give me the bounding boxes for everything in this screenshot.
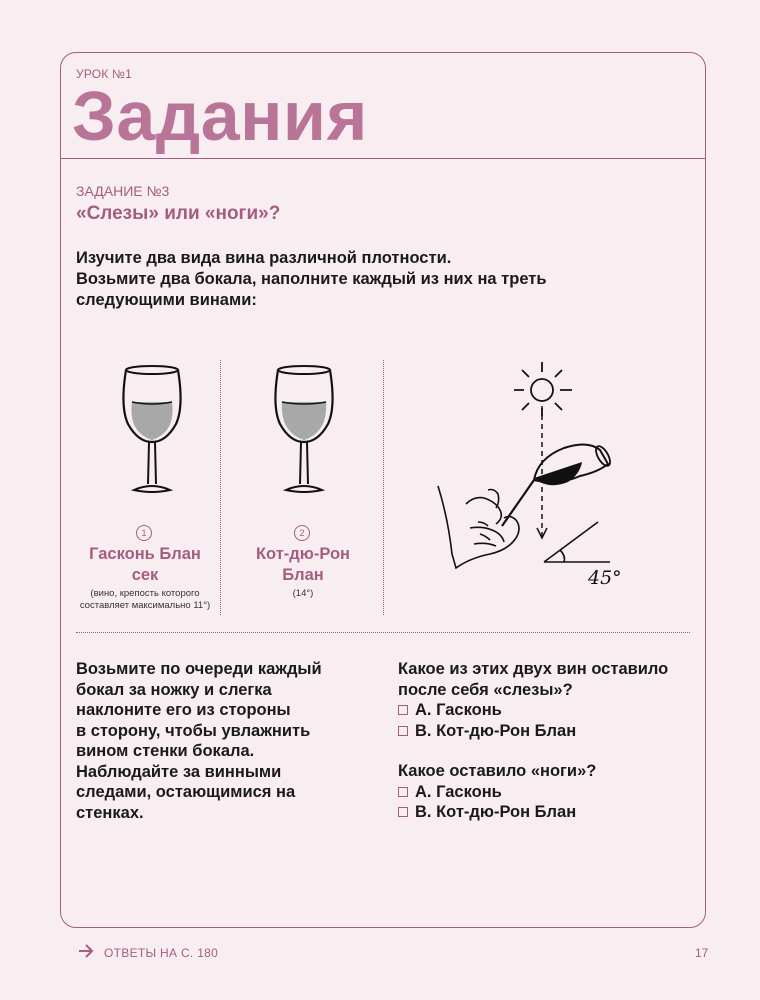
- wine-note-line: (вино, крепость которого: [90, 588, 200, 599]
- column-divider: [220, 360, 221, 615]
- intro-line: Возьмите два бокала, наполните каждый из них на треть: [76, 270, 547, 288]
- answer-checkbox[interactable]: [398, 726, 408, 736]
- wine-number-badge: 2: [294, 525, 310, 541]
- answer-checkbox[interactable]: [398, 705, 408, 715]
- answer-checkbox[interactable]: [398, 787, 408, 797]
- wine-glass-1-icon: [112, 362, 192, 498]
- page-number: 17: [695, 946, 709, 960]
- instruction-line: бокал за ножку и слегка: [76, 680, 272, 699]
- angle-marker-icon: [544, 522, 610, 562]
- wine-name: [228, 544, 378, 586]
- hand-icon: [438, 486, 519, 568]
- task-label: ЗАДАНИЕ №3: [76, 183, 170, 199]
- questions-block: [398, 659, 698, 823]
- intro-text: [76, 248, 636, 311]
- instruction-line: следами, остающимися на: [76, 783, 296, 801]
- instruction-line: наклоните его из стороны: [76, 701, 291, 719]
- question-line: Какое оставило «ноги»?: [398, 762, 597, 780]
- wine-note: [228, 588, 378, 600]
- question-line: Какое из этих двух вин оставило: [398, 660, 669, 678]
- tilted-glass-icon: [502, 444, 613, 526]
- intro-line: Изучите два вида вина различной плотности.: [76, 249, 452, 267]
- answer-checkbox[interactable]: [398, 807, 408, 817]
- instruction-line: вином стенки бокала.: [76, 742, 255, 760]
- wine-name-line: Кот-дю-Рон: [255, 545, 350, 563]
- wine-number-badge: 1: [136, 525, 152, 541]
- wine-name: [72, 544, 218, 586]
- page-title: Задания: [72, 77, 368, 155]
- wine-name-line: сек: [131, 566, 159, 584]
- answer-option[interactable]: [398, 782, 698, 803]
- answer-option[interactable]: [398, 700, 698, 721]
- lesson-label: УРОК №1: [76, 67, 132, 81]
- instruction-line: Возьмите по очереди каждый: [76, 660, 322, 678]
- wine-name-line: Блан: [282, 566, 324, 584]
- angle-label: 45°: [588, 567, 622, 589]
- answer-option[interactable]: [398, 802, 698, 823]
- header-divider: [60, 158, 706, 159]
- answer-option[interactable]: [398, 721, 698, 742]
- answer-label: А. Гасконь: [415, 782, 502, 801]
- tilted-glass-sun-illustration: [430, 358, 630, 594]
- sun-icon: [514, 362, 572, 416]
- instruction-line: стенках.: [76, 803, 144, 822]
- answers-link[interactable]: ОТВЕТЫ НА С. 180: [104, 946, 219, 960]
- question-line: после себя «слезы»?: [398, 680, 573, 699]
- wine-glass-2-icon: [264, 362, 344, 498]
- instruction-line: в сторону, чтобы увлажнить: [76, 721, 311, 740]
- wine-note-line: составляет максимально 11°): [79, 600, 211, 611]
- task-title: «Слезы» или «ноги»?: [76, 203, 281, 224]
- wine-note: [62, 588, 228, 612]
- answer-label: А. Гасконь: [415, 701, 502, 719]
- instructions-text: [76, 659, 376, 823]
- instruction-line: Наблюдайте за винными: [76, 762, 282, 781]
- section-divider: [76, 632, 690, 633]
- arrow-right-icon: [78, 944, 94, 958]
- intro-line: следующими винами:: [76, 291, 257, 309]
- wine-note-line: (14°): [292, 588, 314, 599]
- column-divider: [383, 360, 384, 615]
- answer-label: В. Кот-дю-Рон Блан: [415, 721, 577, 740]
- answer-label: В. Кот-дю-Рон Блан: [415, 803, 577, 821]
- wine-name-line: Гасконь Блан: [89, 545, 201, 563]
